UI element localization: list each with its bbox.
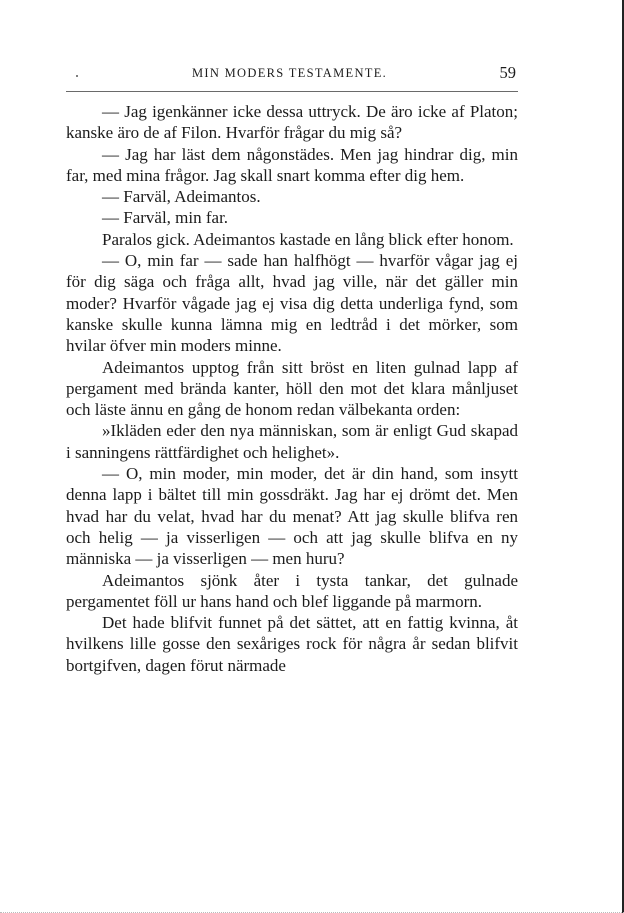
paragraph: — Jag igenkänner icke dessa uttryck. De äro icke af Platon; kanske äro de af Filon. Hvarför frågar du mig så? <box>66 102 518 143</box>
paragraph: Adeimantos sjönk åter i tysta tankar, det gulnade pergamentet föll ur hans hand och blef liggande på marmorn. <box>66 570 518 611</box>
paragraph: — Farväl, Adeimantos. <box>102 187 261 207</box>
paragraph: Paralos gick. Adeimantos kastade en lång blick efter honom. <box>102 229 514 249</box>
header-rule <box>66 91 518 92</box>
page-number: 59 <box>499 63 516 82</box>
paragraph: — Farväl, min far. <box>102 208 229 228</box>
running-title: MIN MODERS TESTAMENTE. <box>192 66 388 80</box>
page-header <box>66 63 518 87</box>
paragraph: — Jag har läst dem någonstädes. Men jag hindrar dig, min far, med mina frågor. Jag skall snart komma efter dig hem. <box>66 144 518 185</box>
paragraph: Det hade blifvit funnet på det sättet, att en fattig kvinna, åt hvilkens lille gosse den sexåriges rock för några år sedan blifvit bortgifven, dagen förut närmade <box>66 613 518 675</box>
body-text <box>66 101 518 676</box>
header-dot <box>76 75 78 77</box>
paragraph: »Ikläden eder den nya människan, som är enligt Gud skapad i sanningens rättfärdighet och helighet». <box>66 421 518 462</box>
paragraph: — O, min far — sade han halfhögt — hvarför vågar jag ej för dig säga och fråga allt, hvad jag ville, när det gäller min moder? Hvarför vågade jag ej visa dig detta underliga fynd, som kanske skulle kunna lämna mig en ledtråd i det mörker, som hvilar öfver min moders minne. <box>66 251 518 356</box>
paragraph: — O, min moder, min moder, det är din hand, som insytt denna lapp i bältet till min gossdräkt. Jag har ej drömt det. Men hvad har du velat, hvad har du menat? Att jag skulle blifva ren och helig — ja visserligen — och att jag skulle blifva en ny människa — ja visserligen — men huru? <box>66 464 518 569</box>
paragraph: Adeimantos upptog från sitt bröst en liten gulnad lapp af pergament med brända kanter, höll den mot det klara månljuset och läste ännu en gång de honom redan välbekanta orden: <box>66 357 518 420</box>
